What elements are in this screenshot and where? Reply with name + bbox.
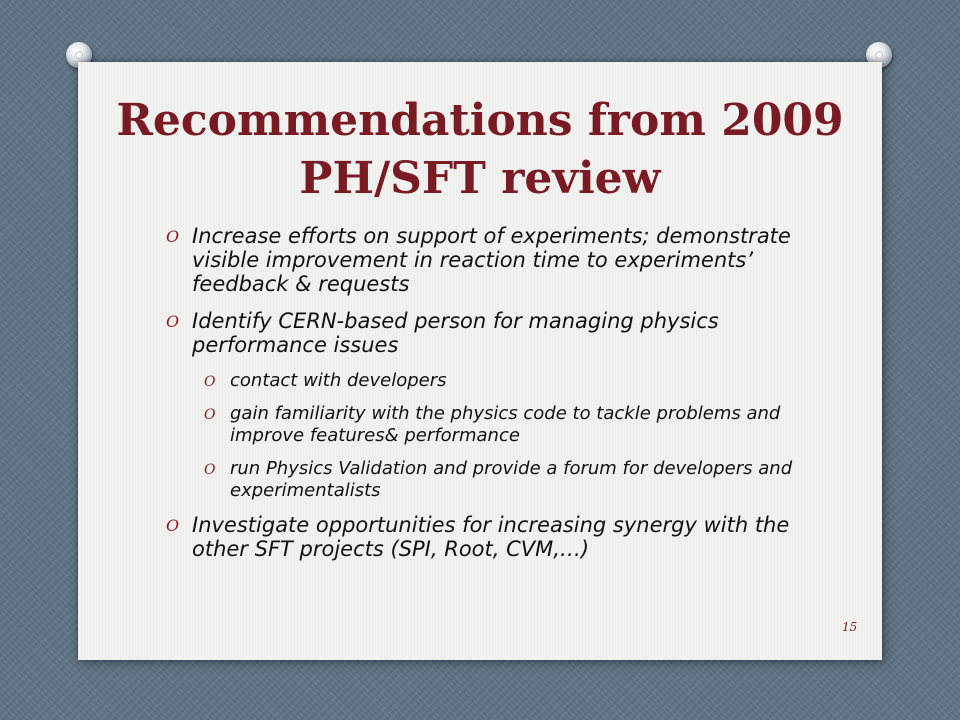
sub-bullet-item [166,403,826,447]
bullet-text: gain familiarity with the physics code to tackle problems and improve features& performance [230,403,781,446]
bullet-o-icon: O [166,516,180,535]
bullet-item [166,224,826,296]
bullet-o-icon: O [166,312,180,331]
bullet-o-icon: O [166,227,180,246]
bullet-o-icon: O [204,374,216,390]
bullet-o-icon: O [204,407,216,423]
sub-bullet-item [166,370,826,392]
bullet-text: run Physics Validation and provide a forum for developers and experimentalists [230,458,793,501]
sub-bullet-item [166,458,826,502]
bullet-text: Increase efforts on support of experiments; demonstrate visible improvement in reaction time to experiments’ feedback & requests [192,224,791,296]
slide-title: Recommendations from 2009 PH/SFT review [116,95,844,204]
bullet-text: Identify CERN-based person for managing physics performance issues [192,309,719,357]
bullet-o-icon: O [204,462,216,478]
bullet-item [166,309,826,357]
bullet-text: contact with developers [230,370,447,391]
page-number: 15 [842,620,858,634]
bullet-list [166,224,826,574]
bullet-text: Investigate opportunities for increasing synergy with the other SFT projects (SPI, Root, CVM,…) [192,513,790,561]
bullet-item [166,513,826,561]
